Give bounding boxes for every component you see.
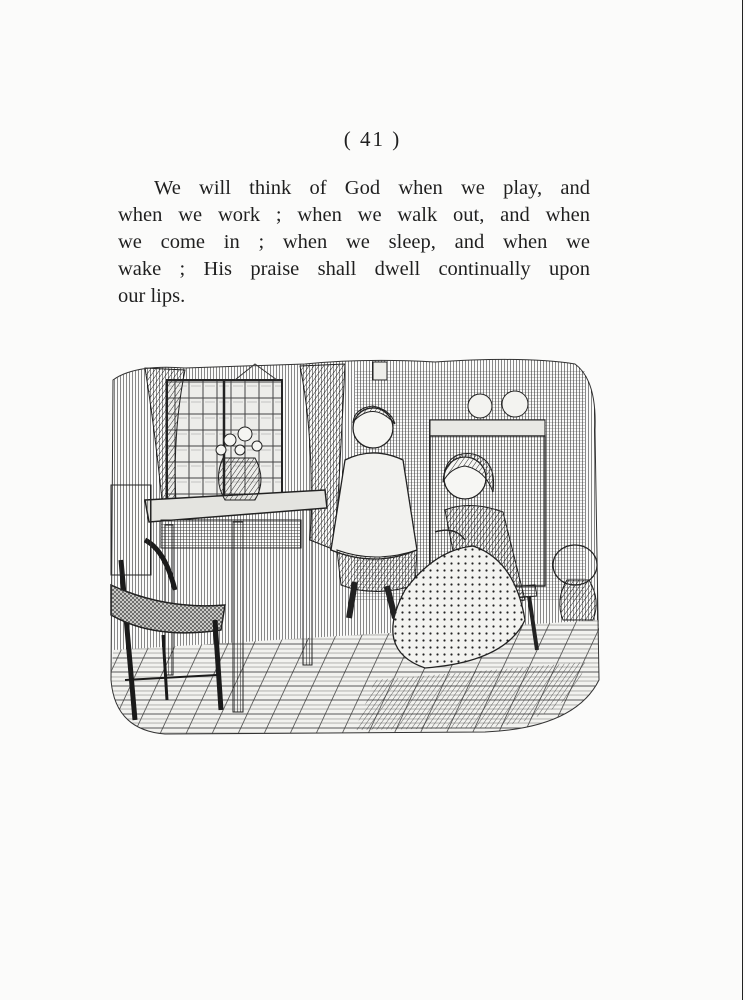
text-line: we come in ; when we sleep, and when we	[118, 231, 590, 253]
scan-edge	[742, 0, 743, 1000]
engraving-illustration	[105, 350, 605, 740]
text-line: our lips.	[118, 285, 186, 307]
page-number: ( 41 )	[343, 127, 402, 151]
text-line: wake ; His praise shall dwell continually upon	[118, 258, 590, 280]
text-line: We will think of God when we play, and	[154, 177, 590, 199]
text-line: when we work ; when we walk out, and when	[118, 204, 590, 226]
body-paragraph	[118, 175, 590, 310]
